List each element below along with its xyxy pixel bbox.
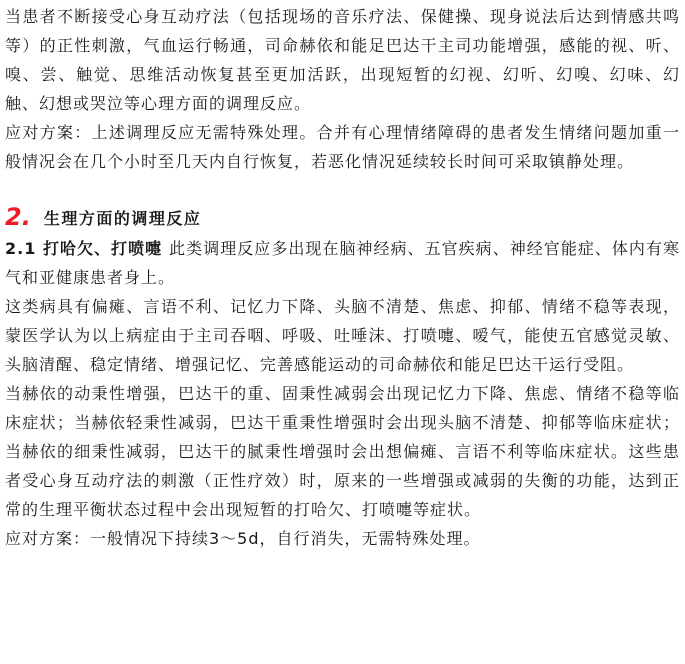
section-2-title: 生理方面的调理反应 — [43, 209, 202, 228]
symptoms-paragraph: 这类病具有偏瘫、言语不利、记忆力下降、头脑不清楚、焦虑、抑郁、情绪不稳等表现，蒙医学认为以上病症由于主司吞咽、呼吸、吐唾沫、打喷嚏、嗳气，能使五官感觉灵敏、头脑清醒、稳定情绪、增强记忆、完善感能运动的司命赫依和能足巴达干运行受阻。 — [5, 297, 680, 374]
mechanism-paragraph: 当赫依的动秉性增强，巴达干的重、固秉性减弱会出现记忆力下降、焦虑、情绪不稳等临床症状；当赫依轻秉性减弱，巴达干重秉性增强时会出现头脑不清楚、抑郁等临床症状；当赫依的细秉性减弱，巴达干的腻秉性增强时会出想偏瘫、言语不利等临床症状。这些患者受心身互动疗法的刺激（正性疗效）时，原来的一些增强或减弱的失衡的功能，达到正常的生理平衡状态过程中会出现短暂的打哈欠、打喷嚏等症状。 — [5, 384, 680, 519]
section-2-number: 2. — [5, 203, 31, 231]
subsection-2-1-paragraph — [5, 234, 680, 292]
subsection-2-1-text: 此类调理反应多出现在脑神经病、五官疾病、神经官能症、体内有寒气和亚健康患者身上。 — [5, 239, 680, 287]
intro-paragraph: 当患者不断接受心身互动疗法（包括现场的音乐疗法、保健操、现身说法后达到情感共鸣等）的正性刺激，气血运行畅通，司命赫依和能足巴达干主司功能增强，感能的视、听、嗅、尝、触觉、思维活动恢复甚至更加活跃，出现短暂的幻视、幻听、幻嗅、幻味、幻触、幻想或哭泣等心理方面的调理反应。 — [5, 7, 680, 113]
section-2-heading — [5, 202, 680, 234]
subsection-2-1-lead: 2.1 打哈欠、打喷嚏 — [5, 239, 163, 258]
response-plan-psychological: 应对方案：上述调理反应无需特殊处理。合并有心理情绪障碍的患者发生情绪问题加重一般情况会在几个小时至几天内自行恢复，若恶化情况延续较长时间可采取镇静处理。 — [5, 123, 680, 171]
response-plan-physiological: 应对方案：一般情况下持续3～5d，自行消失，无需特殊处理。 — [5, 529, 481, 548]
